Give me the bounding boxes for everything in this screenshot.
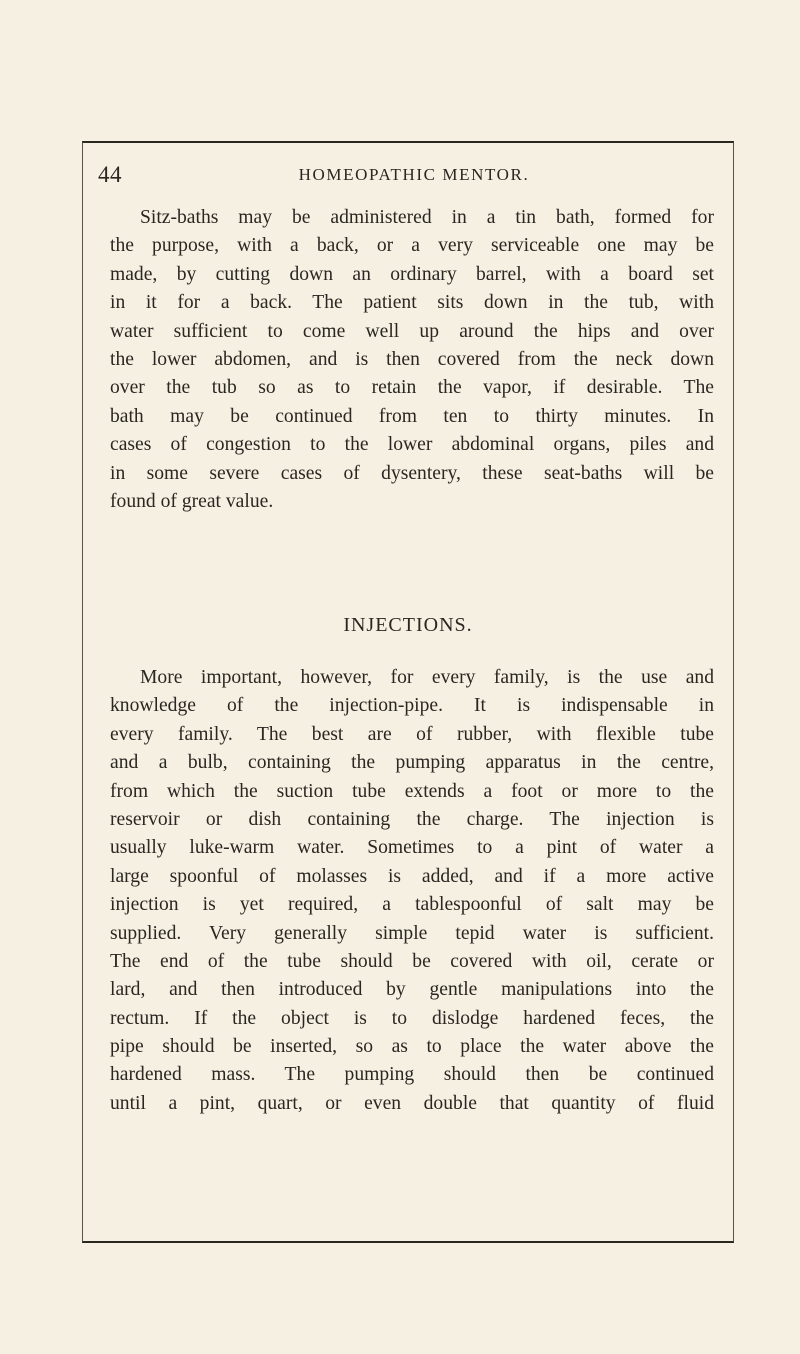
text-line: supplied. Very generally simple tepid water is sufficient. [110,922,714,944]
paragraph-injections [110,664,714,1118]
text-line: reservoir or dish containing the charge. The injection is [110,808,714,830]
text-line: Sitz-baths may be administered in a tin bath, formed for [140,207,714,228]
page-number: 44 [98,162,122,187]
running-head [90,162,726,192]
text-line: and a bulb, containing the pumping apparatus in the centre, [110,752,714,774]
text-line: in it for a back. The patient sits down in the tub, with [110,292,714,314]
text-line: lard, and then introduced by gentle manipulations into the [110,979,714,1001]
text-line: usually luke-warm water. Sometimes to a pint of water a [110,837,714,859]
text-line: every family. The best are of rubber, with flexible tube [110,723,714,745]
text-line: the lower abdomen, and is then covered from the neck down [110,348,714,370]
text-line: The end of the tube should be covered with oil, cerate or [110,950,714,972]
text-line: made, by cutting down an ordinary barrel, with a board set [110,263,714,285]
text-line: over the tub so as to retain the vapor, if desirable. The [110,377,714,399]
running-title: HOMEOPATHIC MENTOR. [298,165,530,184]
text-line: large spoonful of molasses is added, and if a more active [110,865,714,887]
text-line: bath may be continued from ten to thirty minutes. In [110,405,714,427]
text-line: rectum. If the object is to dislodge hardened feces, the [110,1007,714,1029]
text-line: found of great value. [110,490,274,512]
text-line: pipe should be inserted, so as to place the water above the [110,1036,714,1058]
text-line: from which the suction tube extends a foot or more to the [110,780,714,802]
section-heading-injections: INJECTIONS. [343,614,473,636]
paragraph-sitz-baths [110,204,714,516]
text-line: in some severe cases of dysentery, these seat-baths will be [110,462,714,484]
text-line: More important, however, for every family, is the use and [140,667,714,688]
text-line: until a pint, quart, or even double that quantity of fluid [110,1092,714,1114]
text-line: injection is yet required, a tablespoonful of salt may be [110,894,714,916]
text-line: knowledge of the injection-pipe. It is indispensable in [110,695,714,717]
text-line: hardened mass. The pumping should then be continued [110,1064,714,1086]
text-line: cases of congestion to the lower abdominal organs, piles and [110,434,714,456]
text-line: water sufficient to come well up around the hips and over [110,320,714,342]
text-line: the purpose, with a back, or a very serviceable one may be [110,235,714,257]
